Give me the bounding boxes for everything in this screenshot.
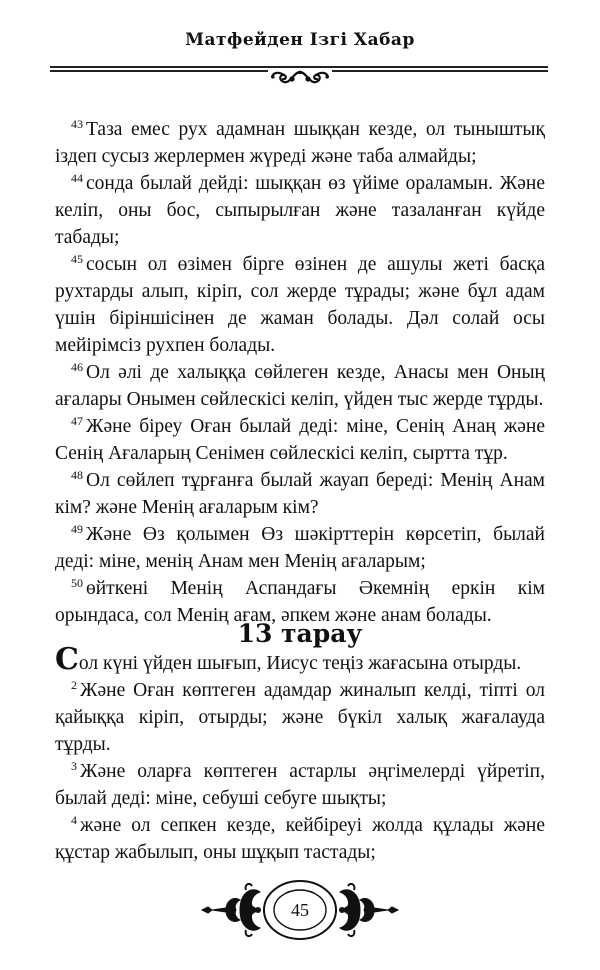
verse-43	[55, 116, 545, 170]
verse-text: Таза емес рух адамнан шыққан кезде, ол тыныштық іздеп сусыз жерлермен жүреді және таба алмайды;	[55, 119, 545, 167]
verse-text: сосын ол өзімен бірге өзінен де ашулы жеті басқа рухтарды алып, кіріп, сол жерде тұрады; және бұл адам үшін біріншісінен де жаман болады. Дәл солай осы мейірімсіз рухпен болады.	[55, 254, 545, 356]
verse-49	[55, 521, 545, 575]
verse-44	[55, 170, 545, 251]
footer-ornament	[200, 878, 400, 942]
header-ornament-icon	[268, 68, 332, 88]
verse-text: Ол сөйлеп тұрғанға былай жауап береді: Менің Анам кім? және Менің ағаларым кім?	[55, 470, 545, 518]
verse-2	[55, 677, 545, 758]
verse-number: 46	[71, 360, 83, 374]
page-number: 45	[291, 900, 309, 920]
verse-text: және ол сепкен кезде, кейбіреуі жолда құлады және құстар жабылып, оны шұқып тастады;	[55, 815, 545, 863]
running-head-title: Матфейден Ізгі Хабар	[185, 30, 415, 50]
verse-text: Және біреу Оған былай деді: міне, Сенің Анаң және Сенің Ағаларың Сенімен сөйлескісі келіп, сыртта тұр.	[55, 416, 545, 464]
verse-number: 43	[71, 117, 83, 131]
verse-1	[55, 642, 545, 677]
verse-number: 45	[71, 252, 83, 266]
previous-chapter-text	[55, 116, 545, 629]
verse-48	[55, 467, 545, 521]
chapter-13-text	[55, 642, 545, 866]
verse-47	[55, 413, 545, 467]
verse-45	[55, 251, 545, 359]
verse-46	[55, 359, 545, 413]
verse-text: Және оларға көптеген астарлы әңгімелерді үйретіп, былай деді: міне, себуші себуге шықты;	[55, 761, 545, 809]
verse-text: Ол әлі де халыққа сөйлеген кезде, Анасы мен Оның ағалары Онымен сөйлескісі келіп, үйден тыс жерде тұрды.	[55, 362, 545, 410]
verse-text: ол күні үйден шығып, Иисус теңіз жағасына отырды.	[78, 653, 522, 674]
verse-number: 49	[71, 522, 83, 536]
verse-number: 2	[71, 678, 77, 692]
verse-number: 50	[71, 576, 83, 590]
verse-text: Және Өз қолымен Өз шәкірттерін көрсетіп, былай деді: міне, менің Анам мен Менің ағаларым;	[55, 524, 545, 572]
chapter-heading: 13 тарау	[237, 619, 363, 648]
verse-text: өйткені Менің Аспандағы Әкемнің еркін кім орындаса, сол Менің ағам, әпкем және анам болады.	[55, 578, 545, 626]
verse-text: сонда былай дейді: шыққан өз үйіме ораламын. Және келіп, оны бос, сыпырылған және тазаланған күйде табады;	[55, 173, 545, 248]
verse-number: 44	[71, 171, 83, 185]
drop-cap: С	[55, 642, 79, 677]
verse-number: 48	[71, 468, 83, 482]
verse-number: 47	[71, 414, 83, 428]
verse-4	[55, 812, 545, 866]
verse-text: Және Оған көптеген адамдар жиналып келді, тіпті ол қайыққа кіріп, отырды; және бүкіл халық жағалауда тұрды.	[55, 680, 545, 755]
verse-number: 4	[71, 813, 77, 827]
verse-number: 3	[71, 759, 77, 773]
verse-3	[55, 758, 545, 812]
